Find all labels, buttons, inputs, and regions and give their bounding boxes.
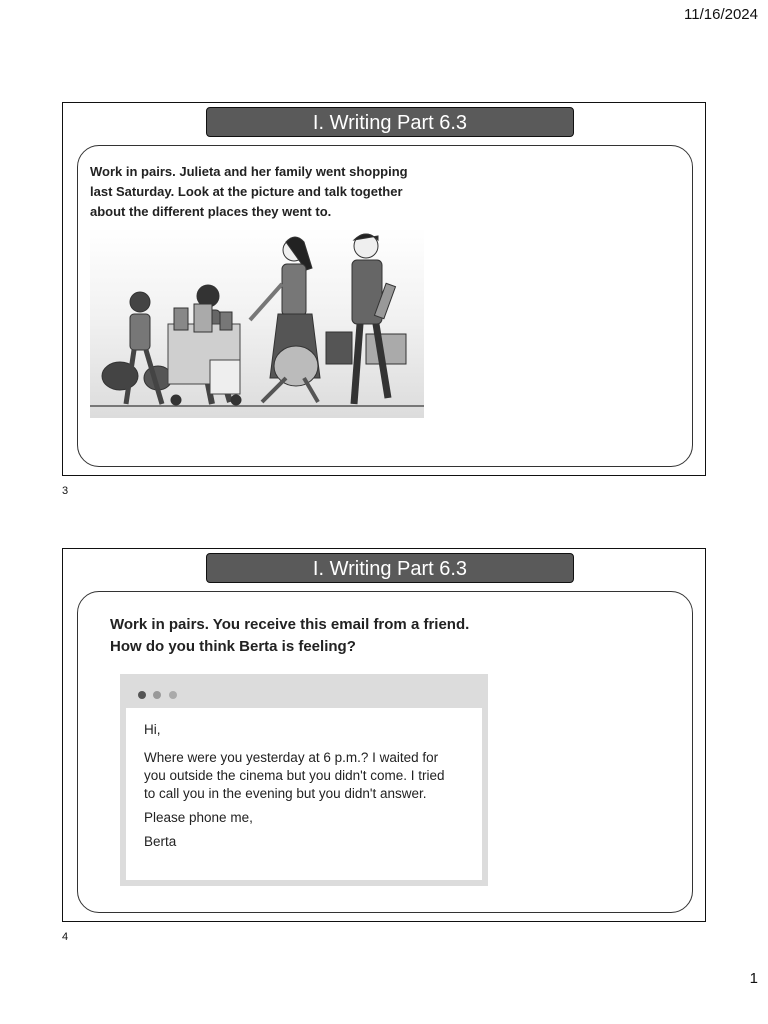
window-dots bbox=[138, 686, 180, 704]
email-signature: Berta bbox=[144, 834, 177, 849]
prompt-line: about the different places they went to. bbox=[90, 204, 332, 219]
content-box bbox=[77, 145, 693, 467]
family-shopping-illustration bbox=[90, 228, 424, 418]
prompt-line: Work in pairs. You receive this email from a friend. bbox=[110, 616, 470, 633]
mother-figure bbox=[250, 237, 320, 402]
slide-number: 3 bbox=[62, 485, 69, 497]
prompt-line: How do you think Berta is feeling? bbox=[110, 638, 356, 655]
window-dot-icon bbox=[169, 691, 177, 699]
email-window bbox=[120, 674, 488, 886]
boy-figure bbox=[168, 285, 241, 405]
slide-number: 4 bbox=[62, 931, 69, 943]
email-greeting: Hi, bbox=[144, 722, 161, 737]
email-body bbox=[126, 708, 482, 880]
prompt-text bbox=[110, 614, 469, 658]
slide-4 bbox=[62, 548, 706, 922]
prompt-text bbox=[90, 162, 408, 222]
prompt-line: Work in pairs. Julieta and her family went shopping bbox=[90, 164, 408, 179]
slide-title: I. Writing Part 6.3 bbox=[206, 553, 574, 583]
content-box bbox=[77, 591, 693, 913]
page-number: 1 bbox=[749, 970, 758, 987]
slide-title: I. Writing Part 6.3 bbox=[206, 107, 574, 137]
email-line: Where were you yesterday at 6 p.m.? I waited for bbox=[144, 750, 439, 765]
father-figure bbox=[326, 234, 406, 404]
date-header: 11/16/2024 bbox=[684, 6, 758, 23]
email-line: you outside the cinema but you didn't come. I tried bbox=[144, 768, 445, 783]
window-dot-icon bbox=[153, 691, 161, 699]
window-dot-icon bbox=[138, 691, 146, 699]
slide-3 bbox=[62, 102, 706, 476]
prompt-line: last Saturday. Look at the picture and talk together bbox=[90, 184, 403, 199]
email-signoff: Please phone me, bbox=[144, 810, 253, 825]
girl-figure bbox=[102, 292, 172, 404]
email-line: to call you in the evening but you didn't answer. bbox=[144, 786, 427, 801]
